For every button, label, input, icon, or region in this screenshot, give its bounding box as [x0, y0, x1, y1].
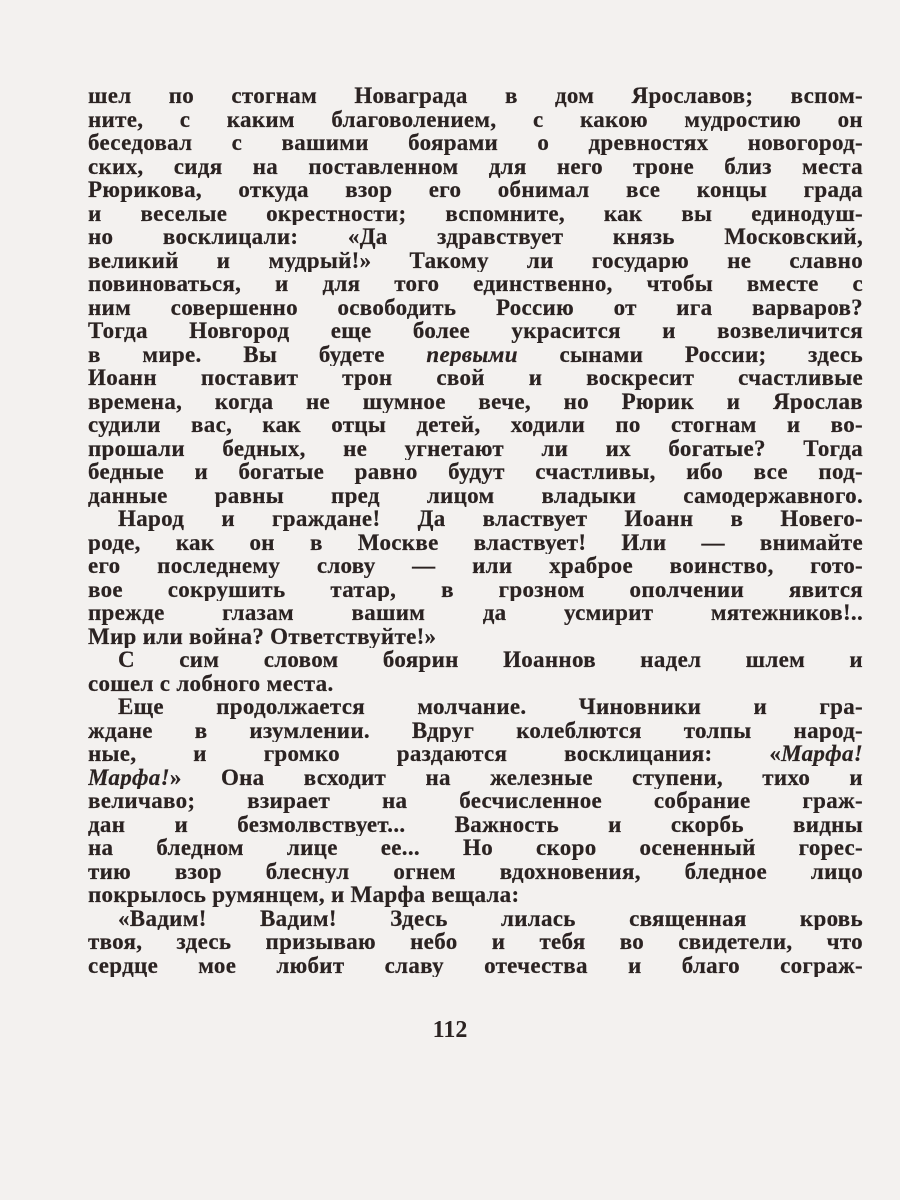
text-line: [88, 84, 863, 108]
text-segment: и веселые окрестности; вспомните, как вы единодуш-: [88, 201, 863, 225]
text-segment: твоя, здесь призываю небо и тебя во свидетели, что: [88, 930, 863, 954]
text-line: [88, 789, 863, 813]
text-segment: вое сокрушить татар, в грозном ополчении явится: [88, 577, 863, 601]
text-segment: Иоанн поставит трон свой и воскресит счастливые: [88, 366, 863, 390]
text-segment: роде, как он в Москве властвует! Или — внимайте: [88, 530, 863, 554]
text-segment: времена, когда не шумное вече, но Рюрик и Ярослав: [88, 389, 863, 413]
text-segment: Мир или война? Ответствуйте!»: [88, 624, 437, 648]
text-line: [88, 249, 863, 273]
text-segment: беседовал с вашими боярами о древностях новогород-: [88, 131, 863, 155]
text-segment: С сим словом боярин Иоаннов надел шлем и: [118, 648, 863, 672]
text-segment: ные, и громко раздаются восклицания: «: [88, 742, 782, 766]
text-segment: Рюрикова, откуда взор его обнимал все концы града: [88, 178, 863, 202]
text-line: [88, 225, 863, 249]
text-line: [88, 836, 863, 860]
text-segment: но восклицали: «Да здравствует князь Московский,: [88, 225, 863, 249]
text-line: [88, 648, 863, 672]
text-line: [88, 766, 863, 790]
text-segment: ждане в изумлении. Вдруг колеблются толпы народ-: [88, 718, 863, 742]
text-line: [88, 343, 863, 367]
text-line: [88, 155, 863, 179]
text-segment: данные равны пред лицом владыки самодержавного.: [88, 483, 863, 507]
text-line: [88, 719, 863, 743]
text-line: [88, 108, 863, 132]
text-line: [88, 484, 863, 508]
text-segment: на бледном лице ее... Но скоро осененный горес-: [88, 836, 863, 860]
text-line: [88, 272, 863, 296]
text-line: [88, 202, 863, 226]
text-segment: его последнему слову — или храброе воинство, гото-: [88, 554, 863, 578]
text-line: [88, 695, 863, 719]
text-line: [88, 319, 863, 343]
text-line: [88, 860, 863, 884]
text-line: [88, 531, 863, 555]
text-segment: тию взор блеснул огнем вдохновения, бледное лицо: [88, 859, 863, 883]
text-segment: сынами России; здесь: [517, 342, 863, 366]
text-line: [88, 507, 863, 531]
text-line: [88, 954, 863, 978]
text-segment: ним совершенно освободить Россию от ига варваров?: [88, 295, 863, 319]
italic-text: первыми: [426, 342, 518, 366]
text-line: [88, 672, 863, 696]
text-line: [88, 366, 863, 390]
text-line: [88, 601, 863, 625]
text-segment: Еще продолжается молчание. Чиновники и гра-: [118, 695, 863, 719]
text-segment: в мире. Вы будете: [88, 342, 427, 366]
text-line: [88, 883, 863, 907]
text-line: [88, 554, 863, 578]
text-segment: великий и мудрый!» Такому ли государю не славно: [88, 248, 863, 272]
text-segment: покрылось румянцем, и Марфа вещала:: [88, 883, 520, 907]
text-line: [88, 390, 863, 414]
page-body-text: [88, 84, 863, 977]
text-segment: бедные и богатые равно будут счастливы, ибо все под-: [88, 460, 863, 484]
text-line: [88, 413, 863, 437]
text-line: [88, 813, 863, 837]
page-number: 112: [432, 1017, 468, 1043]
text-line: [88, 742, 863, 766]
text-segment: «Вадим! Вадим! Здесь лилась священная кровь: [118, 906, 863, 930]
text-segment: сошел с лобного места.: [88, 671, 334, 695]
text-segment: повиноваться, и для того единственно, чтобы вместе с: [88, 272, 863, 296]
text-line: [88, 625, 863, 649]
text-segment: ских, сидя на поставленном для него троне близ места: [88, 154, 863, 178]
text-segment: Народ и граждане! Да властвует Иоанн в Новего-: [118, 507, 863, 531]
text-line: [88, 131, 863, 155]
text-line: [88, 296, 863, 320]
text-line: [88, 178, 863, 202]
text-segment: » Она всходит на железные ступени, тихо и: [169, 765, 863, 789]
text-segment: сердце мое любит славу отечества и благо сограж-: [88, 953, 863, 977]
text-line: [88, 578, 863, 602]
text-segment: прошали бедных, не угнетают ли их богатые? Тогда: [88, 436, 863, 460]
text-segment: шел по стогнам Новаграда в дом Ярославов; вспом-: [88, 84, 863, 108]
text-segment: прежде глазам вашим да усмирит мятежников!..: [88, 601, 863, 625]
text-line: [88, 907, 863, 931]
text-line: [88, 460, 863, 484]
italic-text: Марфа!: [88, 765, 170, 789]
text-line: [88, 437, 863, 461]
text-segment: судили вас, как отцы детей, ходили по стогнам и во-: [88, 413, 863, 437]
italic-text: Марфа!: [781, 742, 863, 766]
text-segment: величаво; взирает на бесчисленное собрание граж-: [88, 789, 863, 813]
text-segment: дан и безмолвствует... Важность и скорбь видны: [88, 812, 863, 836]
text-segment: Тогда Новгород еще более украсится и возвеличится: [88, 319, 863, 343]
text-line: [88, 930, 863, 954]
text-segment: ните, с каким благоволением, с какою мудростию он: [88, 107, 863, 131]
